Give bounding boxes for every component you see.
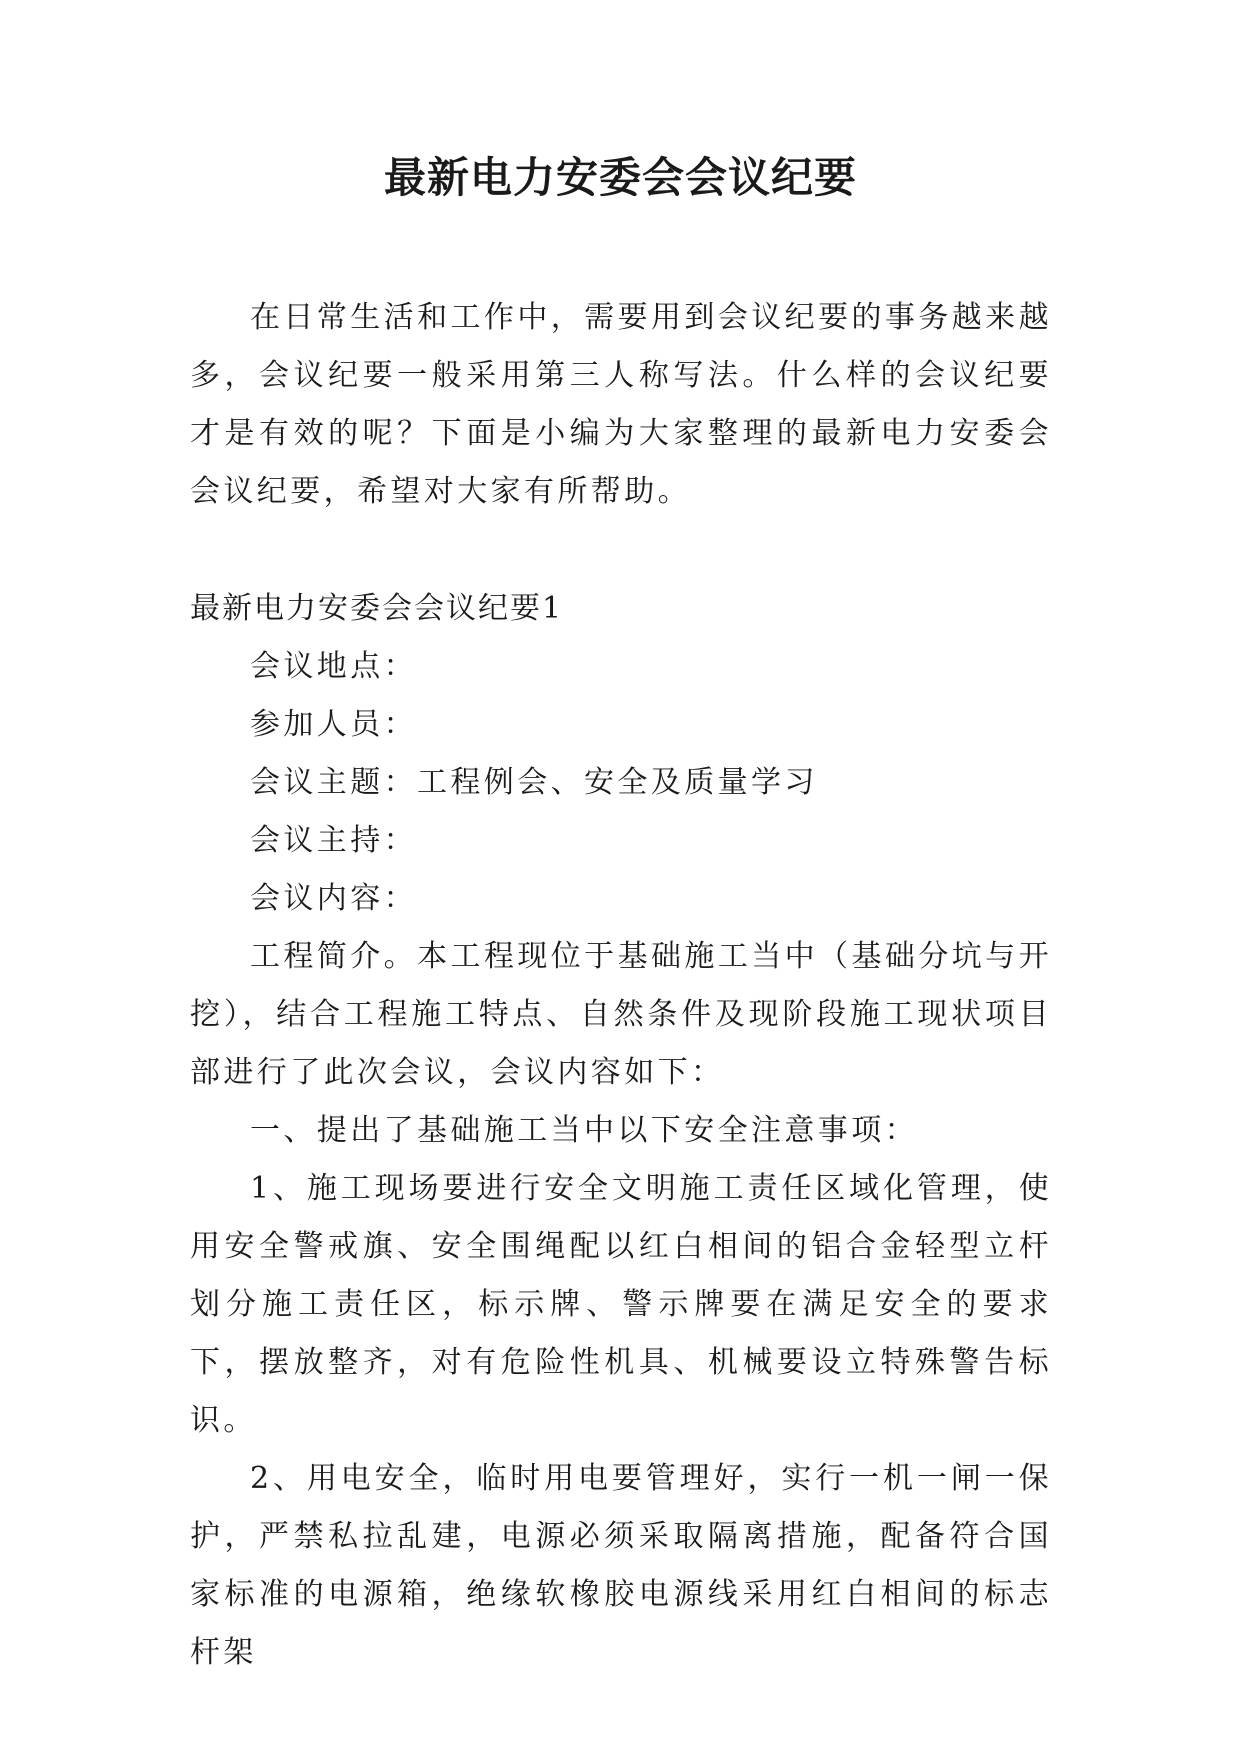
section-heading: 最新电力安委会会议纪要1: [190, 591, 564, 626]
intro-block: [190, 289, 1052, 521]
field-attendees: 参加人员：: [250, 707, 417, 742]
field-location: 会议地点：: [250, 649, 417, 684]
paragraph-safety-heading: 一、提出了基础施工当中以下安全注意事项：: [250, 1113, 918, 1148]
field-host: 会议主持：: [250, 823, 417, 858]
document-title: 最新电力安委会会议纪要: [383, 153, 857, 202]
paragraph-item-1: 1、施工现场要进行安全文明施工责任区域化管理，使用安全警戒旗、安全围绳配以红白相间的铝合金轻型立杆划分施工责任区，标示牌、警示牌要在满足安全的要求下，摆放整齐，对有危险性机具、机械要设立特殊警告标识。: [190, 1171, 1052, 1438]
field-content: 会议内容：: [250, 881, 417, 916]
paragraph-item-2: 2、用电安全，临时用电要管理好，实行一机一闸一保护，严禁私拉乱建，电源必须采取隔离措施，配备符合国家标准的电源箱，绝缘软橡胶电源线采用红白相间的标志杆架: [190, 1461, 1052, 1670]
intro-paragraph: 在日常生活和工作中，需要用到会议纪要的事务越来越多，会议纪要一般采用第三人称写法。什么样的会议纪要才是有效的呢？下面是小编为大家整理的最新电力安委会会议纪要，希望对大家有所帮助。: [190, 300, 1052, 509]
field-topic: 会议主题：工程例会、安全及质量学习: [250, 765, 818, 800]
paragraph-project-intro: 工程简介。本工程现位于基础施工当中（基础分坑与开挖），结合工程施工特点、自然条件及现阶段施工现状项目部进行了此次会议，会议内容如下：: [190, 939, 1052, 1090]
section-1: [190, 580, 1052, 1682]
